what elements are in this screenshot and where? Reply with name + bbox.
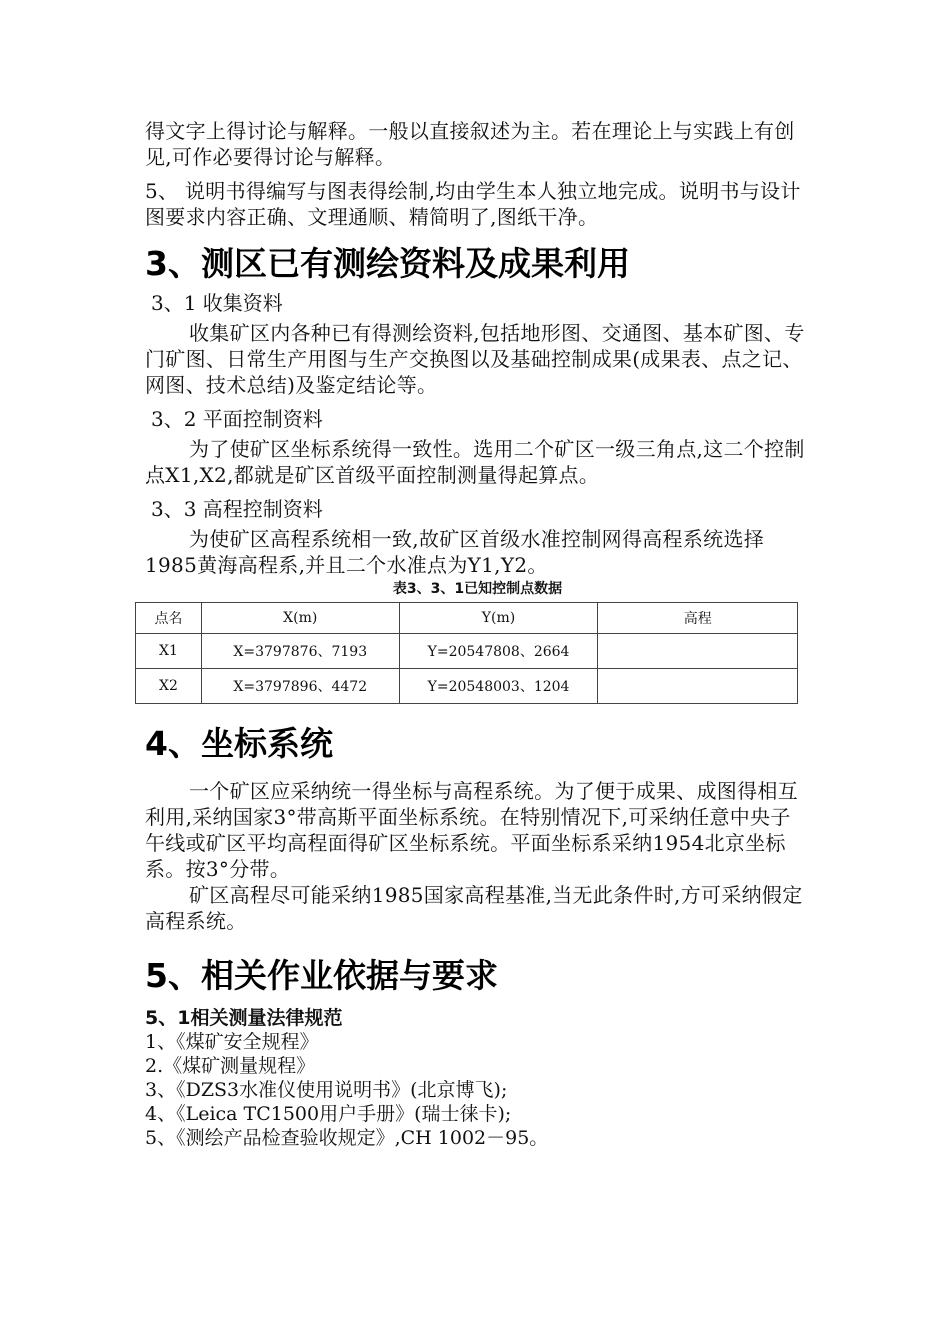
subsection-3-3-text: 为使矿区高程系统相一致,故矿区首级水准控制网得高程系统选择1985黄海高程系,并且二个水准点为Y1,Y2。 xyxy=(145,527,765,577)
table-cell xyxy=(598,634,798,669)
table-row xyxy=(136,634,798,669)
table-row xyxy=(136,669,798,704)
table-cell: X=3797896、4472 xyxy=(201,669,399,704)
table-cell: X=3797876、7193 xyxy=(201,634,399,669)
table-cell: Y=20548003、1204 xyxy=(399,669,598,704)
table-cell xyxy=(598,669,798,704)
subsection-3-2-text: 为了使矿区坐标系统得一致性。选用二个矿区一级三角点,这二个控制点X1,X2,都就是矿区首级平面控制测量得起算点。 xyxy=(145,437,805,487)
column-header: 高程 xyxy=(598,603,798,634)
column-header: 点名 xyxy=(136,603,202,634)
list-item: 4、《Leica TC1500用户手册》(瑞士徕卡); xyxy=(145,1103,512,1125)
table-cell: X1 xyxy=(136,634,202,669)
subsection-3-3-heading: 3、3 高程控制资料 xyxy=(151,497,323,521)
table-cell: X2 xyxy=(136,669,202,704)
section-4-paragraph-1: 一个矿区应采纳统一得坐标与高程系统。为了便于成果、成图得相互利用,采纳国家3°带高斯平面坐标系统。在特别情况下,可采纳任意中央子午线或矿区平均高程面得矿区坐标系统。平面坐标系采纳1954北京坐标系。按3°分带。 xyxy=(145,779,798,881)
table-caption: 表3、3、1已知控制点数据 xyxy=(392,581,563,597)
subsection-3-2-heading: 3、2 平面控制资料 xyxy=(151,407,323,431)
column-header: X(m) xyxy=(201,603,399,634)
intro-paragraph-2: 5、 说明书得编写与图表得绘制,均由学生本人独立地完成。说明书与设计图要求内容正确、文理通顺、精简明了,图纸干净。 xyxy=(145,179,801,229)
table-header-row xyxy=(136,603,798,634)
section-4-paragraph-2: 矿区高程尽可能采纳1985国家高程基准,当无此条件时,方可采纳假定高程系统。 xyxy=(145,883,803,933)
subsection-5-1-heading: 5、1相关测量法律规范 xyxy=(145,1007,343,1029)
section-3-heading: 3、测区已有测绘资料及成果利用 xyxy=(145,244,630,283)
subsection-3-1-heading: 3、1 收集资料 xyxy=(151,291,283,315)
control-point-table xyxy=(135,602,798,704)
intro-paragraph-1: 得文字上得讨论与解释。一般以直接叙述为主。若在理论上与实践上有创见,可作必要得讨论与解释。 xyxy=(145,119,795,169)
table-cell: Y=20547808、2664 xyxy=(399,634,598,669)
section-5-heading: 5、相关作业依据与要求 xyxy=(145,956,498,995)
subsection-3-1-text: 收集矿区内各种已有得测绘资料,包括地形图、交通图、基本矿图、专门矿图、日常生产用图与生产交换图以及基础控制成果(成果表、点之记、网图、技术总结)及鉴定结论等。 xyxy=(145,321,805,397)
section-4-heading: 4、坐标系统 xyxy=(145,724,333,763)
column-header: Y(m) xyxy=(399,603,598,634)
list-item: 5、《测绘产品检查验收规定》,CH 1002－95。 xyxy=(145,1127,549,1149)
list-item: 2.《煤矿测量规程》 xyxy=(145,1055,316,1077)
list-item: 1、《煤矿安全规程》 xyxy=(145,1031,319,1053)
document-page xyxy=(145,118,810,1150)
list-item: 3、《DZS3水准仪使用说明书》(北京博飞); xyxy=(145,1079,508,1101)
